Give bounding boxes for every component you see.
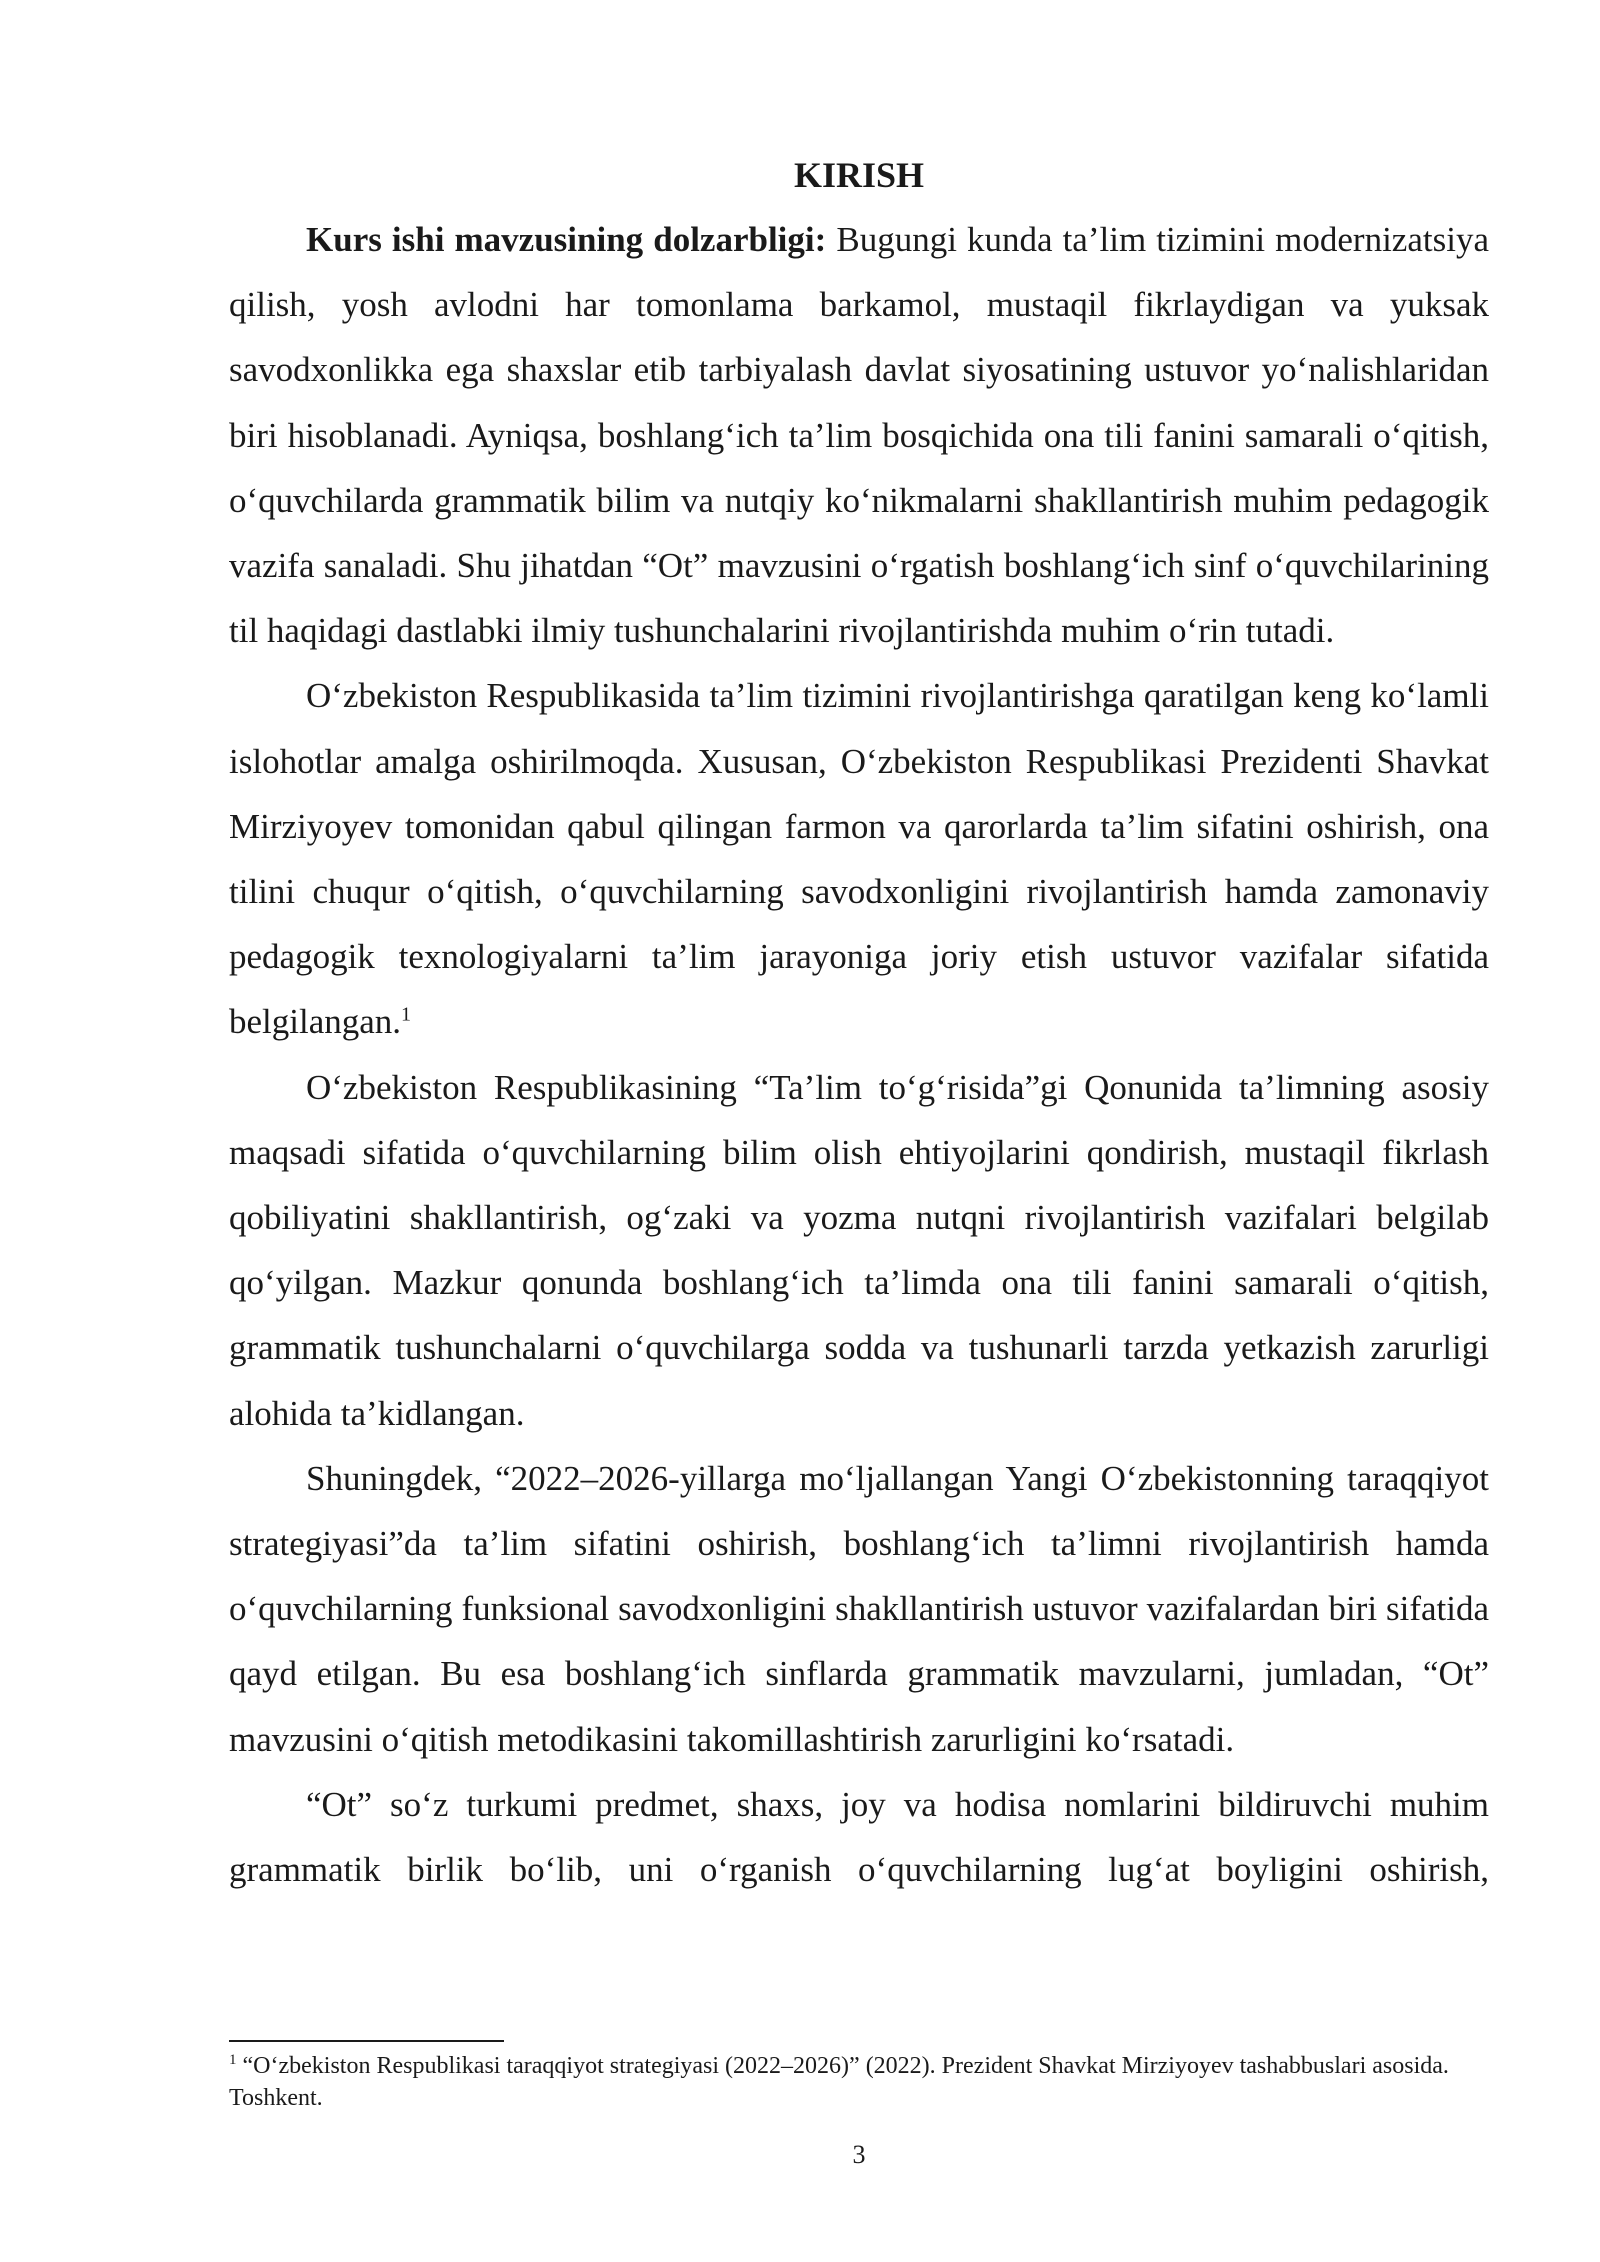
document-page <box>229 0 1489 2262</box>
paragraph-lead: Kurs ishi mavzusining dolzarbligi: <box>306 220 827 259</box>
paragraph-noun <box>229 1772 1489 1902</box>
paragraph-strategy <box>229 1446 1489 1772</box>
page-title: KIRISH <box>793 155 925 195</box>
footnote-reference[interactable]: 1 <box>401 1003 412 1026</box>
paragraph-text: Shuningdek, “2022–2026-yillarga mo‘ljallangan Yangi O‘zbekistonning taraqqiyot strategiyasi”da ta’lim sifatini oshirish, boshlang‘ich ta’limni rivojlantirish hamda o‘quvchilarning funksional savodxonligini shakllantirish ustuvor vazifalardan biri sifatida qayd etilgan. Bu esa boshlang‘ich sinflarda grammatik mavzularni, jumladan, “Ot” mavzusini o‘qitish metodikasini takomillashtirish zarurligini ko‘rsatadi. <box>229 1458 1489 1759</box>
paragraph-law <box>229 1055 1489 1446</box>
paragraph-text: “Ot” so‘z turkumi predmet, shaxs, joy va hodisa nomlarini bildiruvchi muhim grammatik birlik bo‘lib, uni o‘rganish o‘quvchilarning lug‘at boyligini oshirish, <box>229 1784 1489 1890</box>
document-body <box>229 207 1489 1902</box>
footnote <box>229 2050 1489 2114</box>
footnote-divider <box>229 2040 504 2042</box>
page-number: 3 <box>852 2140 866 2169</box>
paragraph-text: O‘zbekiston Respublikasining “Ta’lim to‘g‘risida”gi Qonunida ta’limning asosiy maqsadi sifatida o‘quvchilarning bilim olish ehtiyojlarini qondirish, mustaqil fikrlash qobiliyatini shakllantirish, og‘zaki va yozma nutqni rivojlantirish vazifalari belgilab qo‘yilgan. Mazkur qonunda boshlang‘ich ta’limda ona tili fanini samarali o‘qitish, grammatik tushunchalarni o‘quvchilarga sodda va tushunarli tarzda yetkazish zarurligi alohida ta’kidlangan. <box>229 1067 1489 1433</box>
paragraph-text: Bugungi kunda ta’lim tizimini modernizatsiya qilish, yosh avlodni har tomonlama barkamol, mustaqil fikrlaydigan va yuksak savodxonlikka ega shaxslar etib tarbiyalash davlat siyosatining ustuvor yo‘nalishlaridan biri hisoblanadi. Ayniqsa, boshlang‘ich ta’lim bosqichida ona tili fanini samarali o‘qitish, o‘quvchilarda grammatik bilim va nutqiy ko‘nikmalarni shakllantirish muhim pedagogik vazifa sanaladi. Shu jihatdan “Ot” mavzusini o‘rgatish boshlang‘ich sinf o‘quvchilarining til haqidagi dastlabki ilmiy tushunchalarini rivojlantirishda muhim o‘rin tutadi. <box>229 220 1489 651</box>
paragraph-relevance <box>229 207 1489 663</box>
paragraph-text: O‘zbekiston Respublikasida ta’lim tizimini rivojlantirishga qaratilgan keng ko‘lamli islohotlar amalga oshirilmoqda. Xususan, O‘zbekiston Respublikasi Prezidenti Shavkat Mirziyoyev tomonidan qabul qilingan farmon va qarorlarda ta’lim sifatini oshirish, ona tilini chuqur o‘qitish, o‘quvchilarning savodxonligini rivojlantirish hamda zamonaviy pedagogik texnologiyalarni ta’lim jarayoniga joriy etish ustuvor vazifalar sifatida belgilangan. <box>229 676 1489 1042</box>
footnote-number: 1 <box>229 2052 237 2068</box>
paragraph-reforms <box>229 663 1489 1054</box>
footnote-text: “O‘zbekiston Respublikasi taraqqiyot strategiyasi (2022–2026)” (2022). Prezident Shavkat Mirziyoyev tashabbuslari asosida. Toshkent. <box>229 2053 1449 2111</box>
